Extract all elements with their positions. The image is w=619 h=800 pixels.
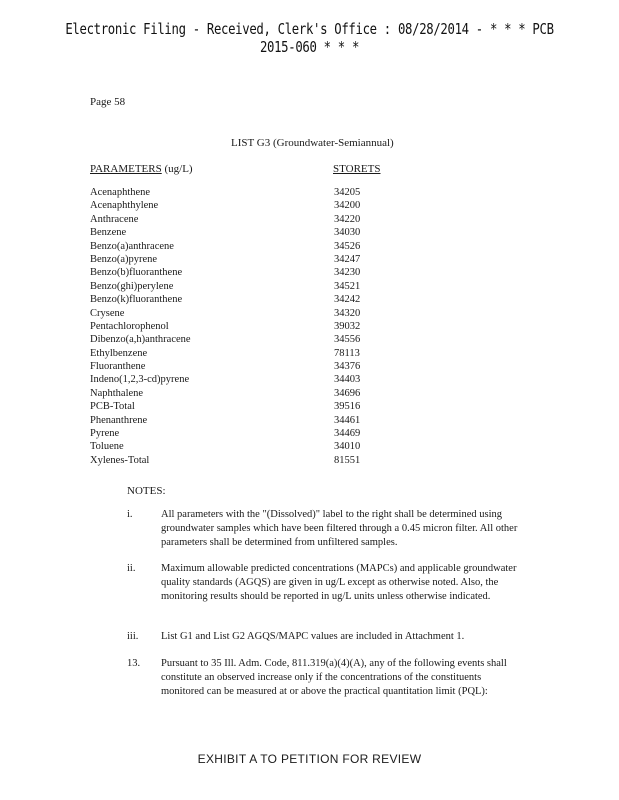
note-text: Maximum allowable predicted concentrations (MAPCs) and applicable groundwater quality standards (AGQS) are given in ug/L except as otherwise noted. Also, the monitoring results should be reported in ug/L units unless otherwise indicated. xyxy=(161,563,517,602)
storet-code: 34696 xyxy=(334,387,361,399)
parameters-column-header xyxy=(90,163,193,175)
parameter-row xyxy=(90,226,410,239)
storet-code: 34376 xyxy=(334,361,361,373)
note-text: Pursuant to 35 Ill. Adm. Code, 811.319(a)(4)(A), any of the following events shall constitute an observed increase only if the concentrations of the constituents monitored can be measured at or above the practical quantitation limit (PQL): xyxy=(161,658,507,697)
list-title: LIST G3 (Groundwater-Semiannual) xyxy=(231,137,394,149)
storet-code: 39516 xyxy=(334,401,361,413)
parameter-row xyxy=(90,454,410,467)
page-number: Page 58 xyxy=(90,96,126,108)
filing-stamp-header: Electronic Filing - Received, Clerk's Office : 08/28/2014 - * * * PCB 2015-060 * * * xyxy=(65,20,554,56)
storet-code: 34230 xyxy=(334,267,361,279)
note-number: ii. xyxy=(127,563,136,574)
notes-heading: NOTES: xyxy=(127,485,166,497)
parameter-name: Pentachlorophenol xyxy=(90,320,169,332)
parameter-row xyxy=(90,320,410,333)
storet-code: 81551 xyxy=(334,454,361,466)
parameter-name: Anthracene xyxy=(90,213,139,225)
parameter-name: Benzene xyxy=(90,227,127,239)
parameter-name: Benzo(ghi)perylene xyxy=(90,280,174,292)
storet-code: 34242 xyxy=(334,294,361,306)
parameter-row xyxy=(90,400,410,413)
parameter-row xyxy=(90,213,410,226)
parameter-row xyxy=(90,266,410,279)
note-number: iii. xyxy=(127,631,139,642)
storet-code: 34461 xyxy=(334,414,361,426)
storet-code: 34320 xyxy=(334,307,361,319)
parameter-name: Phenanthrene xyxy=(90,414,148,426)
parameter-row xyxy=(90,199,410,212)
parameter-name: Acenaphthene xyxy=(90,187,151,198)
parameter-row xyxy=(90,240,410,253)
note-number: 13. xyxy=(127,658,141,669)
parameter-row xyxy=(90,307,410,320)
storets-column-header: STORETS xyxy=(333,163,381,175)
parameter-row xyxy=(90,387,410,400)
storet-code: 34010 xyxy=(334,441,361,453)
parameter-name: Naphthalene xyxy=(90,387,144,399)
parameter-name: PCB-Total xyxy=(90,401,135,413)
parameter-row xyxy=(90,253,410,266)
storet-code: 34220 xyxy=(334,213,361,225)
storet-code: 34521 xyxy=(334,280,361,292)
parameter-row xyxy=(90,373,410,386)
parameter-row xyxy=(90,414,410,427)
parameter-name: Crysene xyxy=(90,307,125,319)
parameter-row xyxy=(90,333,410,346)
parameter-row xyxy=(90,427,410,440)
parameter-row xyxy=(90,186,410,199)
note-text: List G1 and List G2 AGQS/MAPC values are included in Attachment 1. xyxy=(161,631,465,642)
parameter-name: Benzo(a)pyrene xyxy=(90,253,158,265)
parameter-name: Benzo(b)fluoranthene xyxy=(90,267,183,279)
parameter-list xyxy=(90,186,410,467)
storet-code: 34205 xyxy=(334,187,361,198)
parameter-name: Toluene xyxy=(90,441,124,453)
storet-code: 34200 xyxy=(334,200,361,212)
parameters-unit: (ug/L) xyxy=(164,163,193,175)
storet-code: 34556 xyxy=(334,334,361,346)
parameter-row xyxy=(90,347,410,360)
storet-code: 34247 xyxy=(334,253,361,265)
note-text: All parameters with the "(Dissolved)" label to the right shall be determined using groundwater samples which have been filtered through a 0.45 micron filter. All other parameters shall be determined from unfiltered samples. xyxy=(161,509,518,548)
parameter-name: Pyrene xyxy=(90,428,120,440)
parameter-name: Fluoranthene xyxy=(90,361,146,373)
parameters-label: PARAMETERS xyxy=(90,163,162,175)
storet-code: 34030 xyxy=(334,227,361,239)
storet-code: 34469 xyxy=(334,428,361,440)
parameter-row xyxy=(90,280,410,293)
parameter-name: Ethylbenzene xyxy=(90,347,148,359)
parameter-name: Dibenzo(a,h)anthracene xyxy=(90,334,191,346)
parameter-row xyxy=(90,440,410,453)
parameter-name: Benzo(k)fluoranthene xyxy=(90,294,183,306)
storet-code: 34403 xyxy=(334,374,361,386)
parameter-row xyxy=(90,360,410,373)
parameter-name: Benzo(a)anthracene xyxy=(90,240,174,252)
parameter-row xyxy=(90,293,410,306)
parameter-name: Xylenes-Total xyxy=(90,454,150,466)
storet-code: 78113 xyxy=(334,347,360,359)
storet-code: 39032 xyxy=(334,320,361,332)
exhibit-footer: EXHIBIT A TO PETITION FOR REVIEW xyxy=(197,752,422,766)
note-number: i. xyxy=(127,509,133,520)
storet-code: 34526 xyxy=(334,240,361,252)
parameter-name: Indeno(1,2,3-cd)pyrene xyxy=(90,374,190,386)
parameter-name: Acenaphthylene xyxy=(90,200,159,212)
